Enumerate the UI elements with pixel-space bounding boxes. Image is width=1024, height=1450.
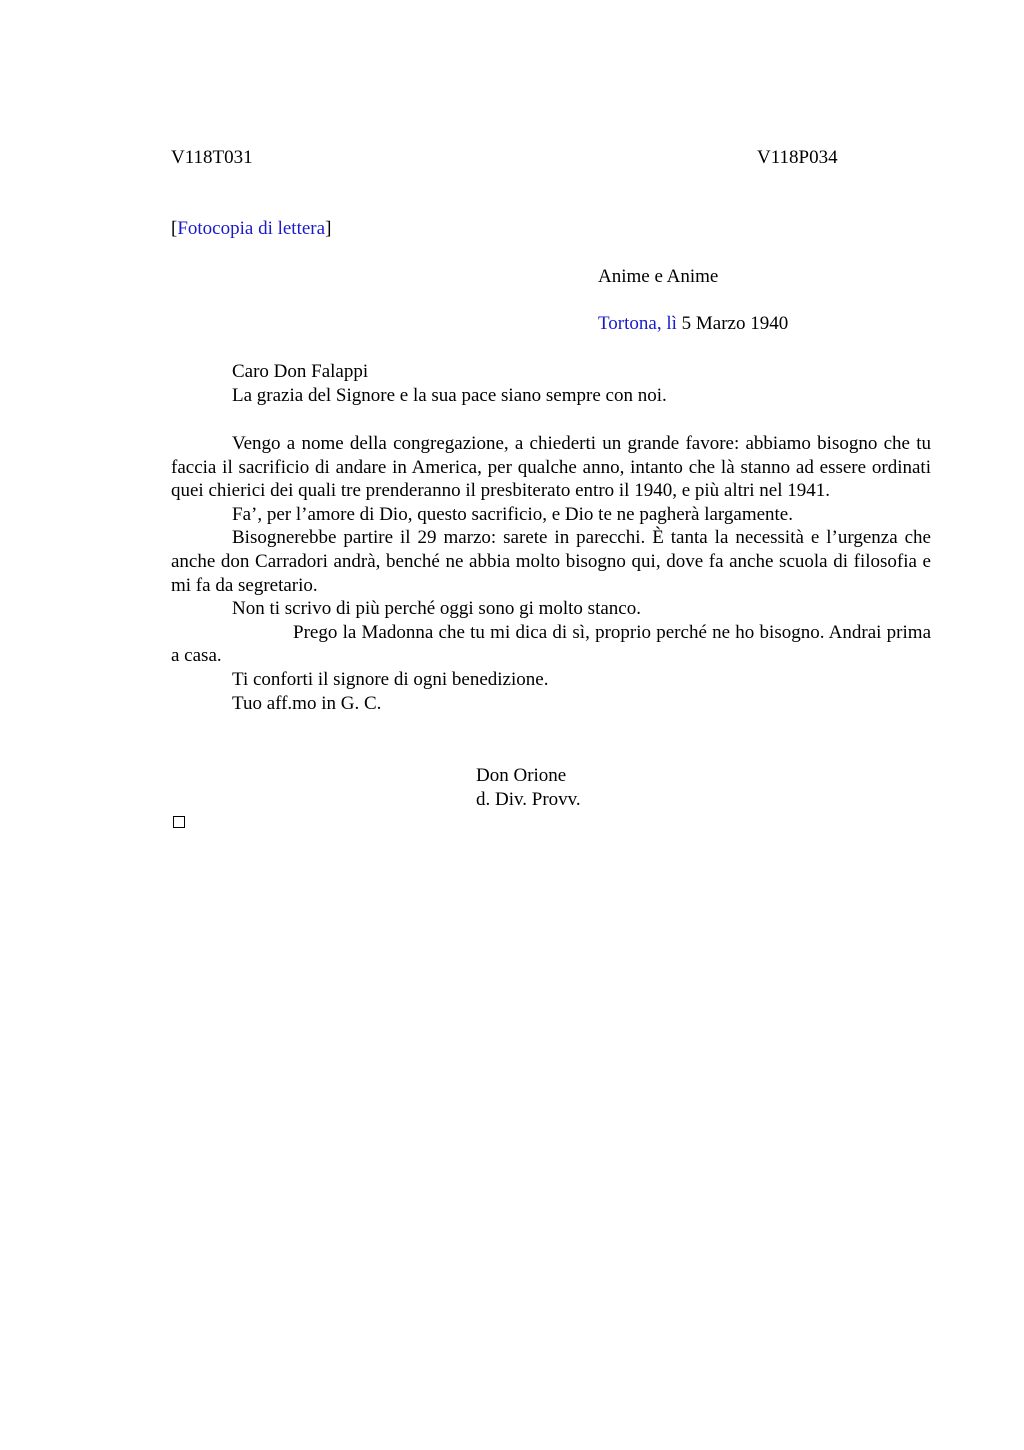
letter-place: Tortona, lì: [598, 313, 677, 334]
body-paragraph: Tuo aff.mo in G. C.: [232, 692, 382, 714]
signature-name: Don Orione: [476, 765, 567, 786]
document-code-right: V118P034: [757, 147, 838, 168]
salutation: Caro Don Falappi: [232, 361, 369, 382]
body-paragraph: Fa’, per l’amore di Dio, questo sacrificio, e Dio te ne pagherà largamente.: [232, 503, 793, 525]
source-note-close-bracket: ]: [325, 218, 332, 239]
blessing-line: La grazia del Signore e la sua pace siano sempre con noi.: [232, 385, 667, 406]
body-paragraph: Prego la Madonna che tu mi dica di sì, proprio perché ne ho bisogno. Andrai prima a casa.: [171, 621, 931, 667]
signature-title: d. Div. Provv.: [476, 789, 581, 810]
source-note-open-bracket: [: [171, 218, 178, 239]
end-square-icon: [173, 816, 185, 828]
letter-place-date: [598, 312, 788, 336]
letter-date: 5 Marzo 1940: [676, 313, 789, 334]
letter-heading-title: Anime e Anime: [598, 266, 719, 287]
body-paragraph: Vengo a nome della congregazione, a chiederti un grande favore: abbiamo bisogno che tu faccia il sacrificio di andare in America, per qualche anno, intanto che là stanno ad essere ordinati quei chierici dei quali tre prenderanno il presbiterato entro il 1940, e più altri nel 1941.: [171, 433, 931, 502]
document-code-left: V118T031: [171, 147, 253, 168]
body-paragraph: Ti conforti il signore di ogni benedizione.: [232, 668, 549, 690]
source-note: [171, 217, 331, 241]
body-paragraph: Bisognerebbe partire il 29 marzo: sarete in parecchi. È tanta la necessità e l’urgenza che anche don Carradori andrà, benché ne abbia molto bisogno qui, dove fa anche scuola di filosofia e mi fa da segretario.: [171, 527, 931, 596]
letter-body: [171, 432, 931, 715]
body-paragraph: Non ti scrivo di più perché oggi sono gi molto stanco.: [232, 598, 641, 620]
source-note-label: Fotocopia di lettera: [177, 218, 326, 239]
